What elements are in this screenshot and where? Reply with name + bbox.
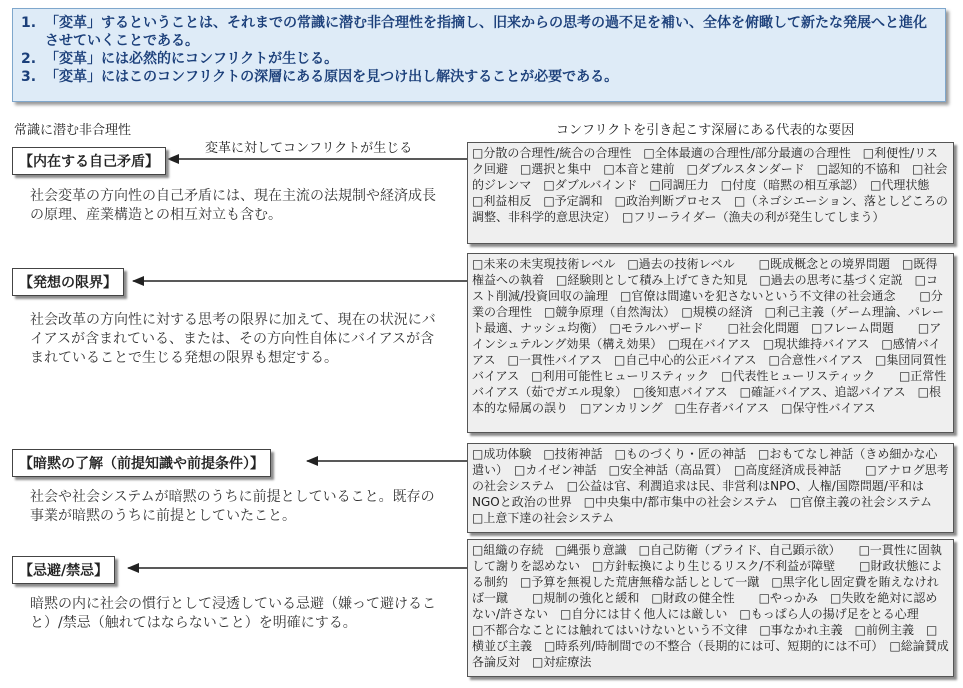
description-inherent-contradiction: 社会変革の方向性の自己矛盾には、現在主流の法規制や経済成長の原理、産業構造との相互対立も含む。 [30,188,436,223]
description-implicit-understanding: 社会や社会システムが暗黙のうちに前提としていること。既存の事業が暗黙のうちに前提としていたこと。 [30,489,435,524]
causes-avoidance-taboo: □組織の存続 □縄張り意識 □自己防衛（プライド、自己顕示欲） □一貫性に固執して謝りを認めない □方針転換により生じるリスク/不利益が障壁 □財政状態による制約 □予算を無視した荒唐無稽な話しとして一蹴 □黒字化し固定費を賄えなければ一蹴 □規制の強化と緩和 □財政の健全性 □やっかみ □失敗を絶対に認めない/許さない □自分には甘く他人には厳しい □もっぱら人の揚げ足をとる心理 □不都合なことには触れてはいけないという不文律 □事なかれ主義 □前例主義 □横並び主義 □時系列/時制間での不整合（長期的には可、短期的には不可） □総論賛成各論反対 □対症療法 [467,539,954,677]
causes-limits-of-thinking: □未来の未実現技術レベル □過去の技術レベル □既成概念との境界問題 □既得権益への執着 □経験則として積み上げてきた知見 □過去の思考に基づく定説 □コスト削減/投資回収の論理 □官僚は間違いを犯さないという不文律の社会通念 □分業の合理性 □競争原理（自然淘汰） □規模の経済 □利己主義（ゲーム理論、パレート最適、ナッシュ均衡） □モラルハザード □社会化問題 □フレーム問題 □アインシュテルング効果（構え効果） □現在バイアス □現状維持バイアス □感情バイアス □一貫性バイアス □自己中心的公正バイアス □合意性バイアス □集団同質性バイアス □利用可能性ヒューリスティック □代表性ヒューリスティック □正常性バイアス（茹でガエル現象） □後知恵バイアス □確証バイアス、追認バイアス □根本的な帰属の誤り □アンカリング □生存者バイアス □保守性バイアス [467,253,954,433]
causes-inherent-contradiction: □分散の合理性/統合の合理性 □全体最適の合理性/部分最適の合理性 □利便性/リスク回避 □選択と集中 □本音と建前 □ダブルスタンダード □認知的不協和 □社会的ジレンマ □ダブルバインド □同調圧力 □付度（暗黙の相互承認） □代理状態 □利益相反 □予定調和 □政治判断プロセス □（ネゴシエーション、落としどころの調整、非科学的意思決定） □フリーライダー（漁夫の利が発生してしまう） [467,142,954,244]
causes-implicit-understanding: □成功体験 □技術神話 □ものづくり・匠の神話 □おもてなし神話（きめ細かな心遣い） □カイゼン神話 □安全神話（高品質） □高度経済成長神話 □アナログ思考の社会システム □公益は官、利潤追求は民、非営利はNPO、人権/国際問題/平和はNGOと政治の世界 □中央集中/都市集中の社会システム □官僚主義の社会システム □上意下達の社会システム [467,443,954,533]
category-implicit-understanding: 【暗黙の了解（前提知識や前提条件）】 [12,449,271,477]
description-avoidance-taboo: 暗黙の内に社会の慣行として浸透している忌避（嫌って避けること）/禁忌（触れてはならないこと）を明確にする。 [30,596,436,631]
summary-item: 3. 「変革」にはこのコンフリクトの深層にある原因を見つけ出し解決することが必要である。 [21,69,619,85]
left-header: 常識に潜む非合理性 [14,123,132,138]
right-header: コンフリクトを引き起こす深層にある代表的な要因 [556,123,855,138]
category-inherent-contradiction: 【内在する自己矛盾】 [12,147,166,175]
category-avoidance-taboo: 【忌避/禁忌】 [12,556,115,584]
category-limits-of-thinking: 【発想の限界】 [12,268,124,296]
summary-item: 1. 「変革」するということは、それまでの常識に潜む非合理性を指摘し、旧来からの思考の過不足を補い、全体を俯瞰して新たな発展へと進化させていくことである。 [21,15,927,49]
description-limits-of-thinking: 社会改革の方向性に対する思考の限界に加えて、現在の状況にバイアスが含まれている、または、その方向性自体にバイアスが含まれていることで生じる発想の限界も想定する。 [30,312,436,366]
summary-item: 2. 「変革」には必然的にコンフリクトが生じる。 [21,51,339,67]
conflict-label: 変革に対してコンフリクトが生じる [205,141,413,156]
